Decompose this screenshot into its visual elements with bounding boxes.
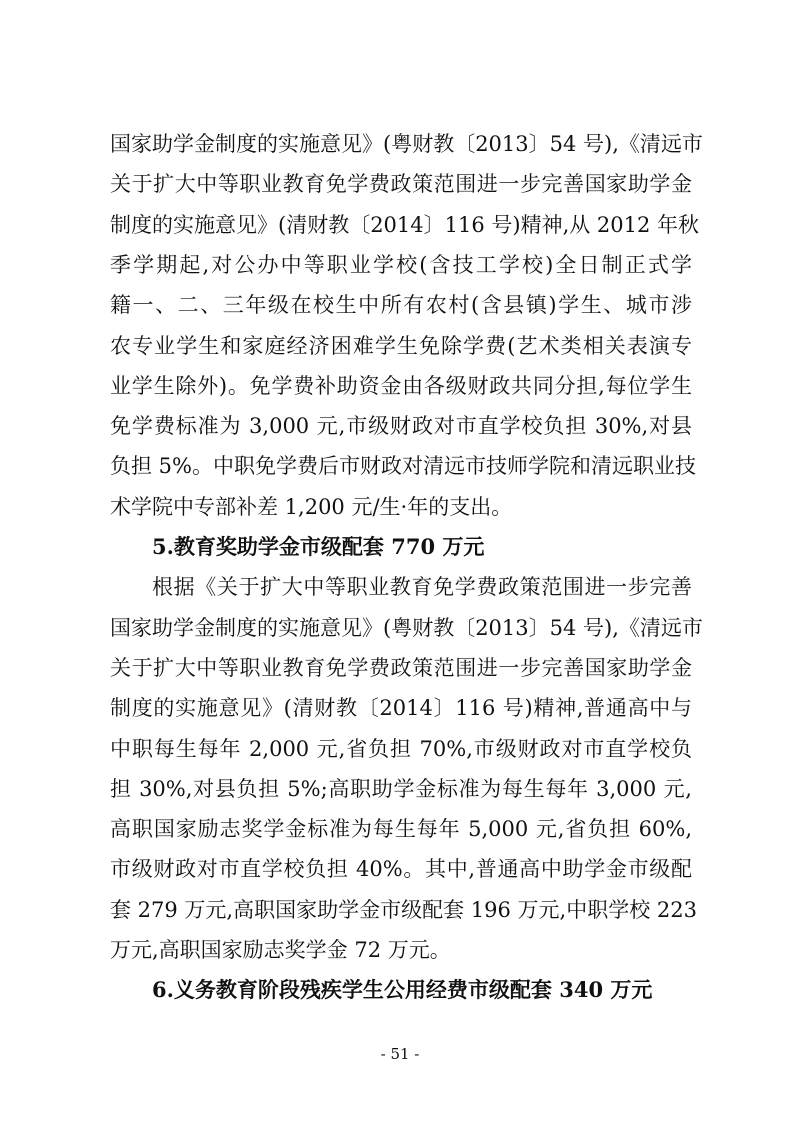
paragraph-line: 术学院中专部补差 1,200 元/生·年的支出。 [110,495,513,519]
paragraph-line: 季学期起,对公办中等职业学校(含技工学校)全日制正式学 [110,253,692,277]
paragraph-line: 高职国家励志奖学金标准为每生每年 5,000 元,省负担 60%, [110,817,692,841]
paragraph-line: 万元,高职国家励志奖学金 72 万元。 [110,938,451,962]
paragraph-line: 担 30%,对县负担 5%;高职助学金标准为每生每年 3,000 元, [110,777,692,801]
section-heading: 5.教育奖助学金市级配套 770 万元 [152,534,485,559]
paragraph-line: 制度的实施意见》(清财教〔2014〕116 号)精神,普通高中与 [110,696,692,720]
paragraph-line: 关于扩大中等职业教育免学费政策范围进一步完善国家助学金 [110,172,692,196]
paragraph-line: 农专业学生和家庭经济困难学生免除学费(艺术类相关表演专 [110,334,692,358]
paragraph-line: 套 279 万元,高职国家助学金市级配套 196 万元,中职学校 223 [110,898,697,922]
paragraph-line: 制度的实施意见》(清财教〔2014〕116 号)精神,从 2012 年秋 [110,213,700,237]
paragraph-line: 中职每生每年 2,000 元,省负担 70%,市级财政对市直学校负 [110,737,692,761]
paragraph-line: 籍一、二、三年级在校生中所有农村(含县镇)学生、城市涉 [110,293,692,317]
page-number: - 51 - [380,1045,420,1063]
section-heading: 6.义务教育阶段残疾学生公用经费市级配套 340 万元 [152,977,653,1002]
paragraph-line: 业学生除外)。免学费补助资金由各级财政共同分担,每位学生 [110,374,692,398]
paragraph-line: 免学费标准为 3,000 元,市级财政对市直学校负担 30%,对县 [110,414,692,438]
paragraph-line: 国家助学金制度的实施意见》(粤财教〔2013〕54 号),《清远市 [110,616,703,640]
paragraph-line: 国家助学金制度的实施意见》(粤财教〔2013〕54 号),《清远市 [110,132,703,156]
paragraph-line: 关于扩大中等职业教育免学费政策范围进一步完善国家助学金 [110,656,692,680]
paragraph-line: 根据《关于扩大中等职业教育免学费政策范围进一步完善 [152,575,692,599]
paragraph-line: 负担 5%。中职免学费后市财政对清远市技师学院和清远职业技 [110,454,696,478]
paragraph-line: 市级财政对市直学校负担 40%。其中,普通高中助学金市级配 [110,857,692,881]
